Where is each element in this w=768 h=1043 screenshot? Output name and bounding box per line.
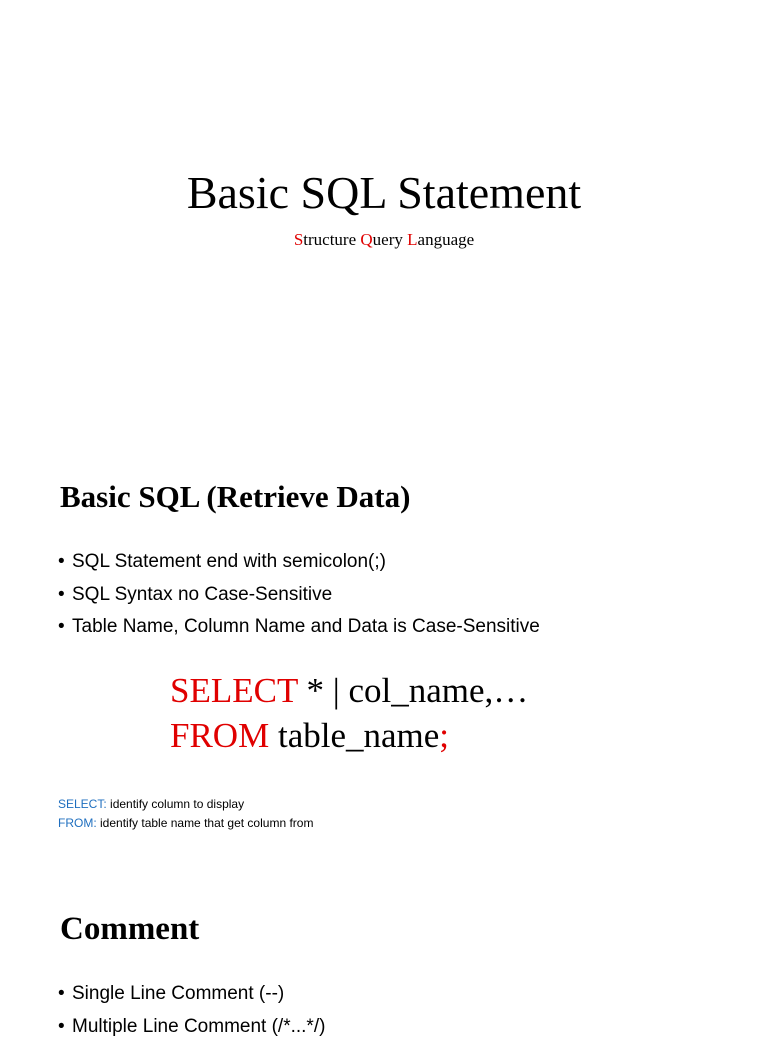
bullet-text: SQL Statement end with semicolon(;) [72, 551, 386, 572]
syntax-select-line [170, 668, 528, 713]
syntax-notes [58, 795, 313, 833]
from-table: table_name [269, 716, 439, 755]
select-keyword: SELECT [170, 671, 298, 710]
bullet-text: Single Line Comment (--) [72, 983, 284, 1004]
bullet-icon: • [58, 579, 72, 612]
section-heading-retrieve: Basic SQL (Retrieve Data) [60, 478, 410, 516]
section-heading-comment: Comment [60, 910, 199, 948]
semicolon: ; [439, 716, 449, 755]
note-line-from [58, 814, 313, 833]
list-item [58, 1011, 325, 1043]
list-item [58, 579, 540, 612]
note-text-from: identify table name that get column from [97, 816, 314, 830]
select-columns: * | col_name,… [298, 671, 529, 710]
list-item [58, 978, 325, 1011]
sql-syntax-block [170, 668, 528, 758]
list-item [58, 546, 540, 579]
bullet-text: Multiple Line Comment (/*...*/) [72, 1016, 325, 1037]
retrieve-bullet-list [58, 546, 540, 644]
subtitle-l-letter: L [407, 230, 417, 249]
bullet-text: Table Name, Column Name and Data is Case-Sensitive [72, 616, 540, 637]
bullet-icon: • [58, 1011, 72, 1043]
subtitle-l-rest: anguage [418, 230, 475, 249]
list-item [58, 611, 540, 644]
note-line-select [58, 795, 313, 814]
note-keyword-select: SELECT: [58, 797, 107, 811]
comment-bullet-list [58, 978, 325, 1043]
bullet-icon: • [58, 546, 72, 579]
bullet-icon: • [58, 611, 72, 644]
page-title: Basic SQL Statement [0, 166, 768, 220]
syntax-from-line [170, 713, 528, 758]
subtitle-s-letter: S [294, 230, 303, 249]
note-text-select: identify column to display [107, 797, 244, 811]
note-keyword-from: FROM: [58, 816, 97, 830]
subtitle-q-rest: uery [373, 230, 407, 249]
bullet-text: SQL Syntax no Case-Sensitive [72, 584, 332, 605]
bullet-icon: • [58, 978, 72, 1011]
subtitle-s-rest: tructure [303, 230, 360, 249]
subtitle-q-letter: Q [360, 230, 372, 249]
from-keyword: FROM [170, 716, 269, 755]
